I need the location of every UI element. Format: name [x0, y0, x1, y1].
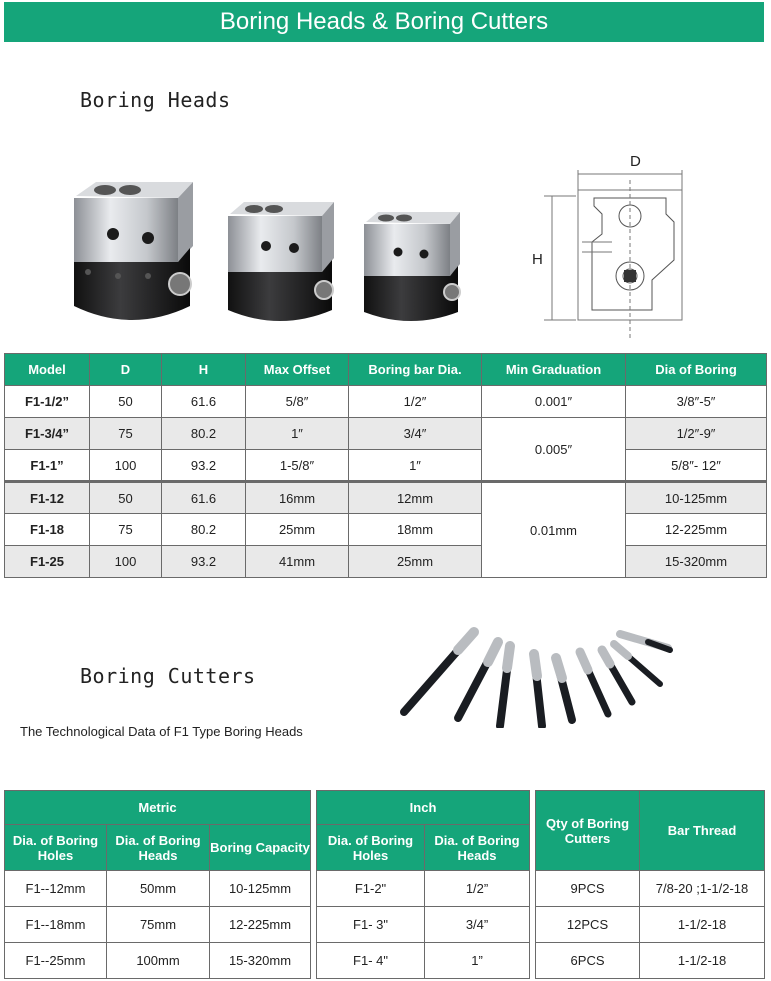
cell-bar: 25mm — [349, 546, 482, 578]
cell-metric-heads: 50mm — [107, 871, 210, 907]
table-row — [5, 482, 767, 514]
page-banner — [4, 2, 764, 42]
cell-capacity: 10-125mm — [210, 871, 311, 907]
table-row — [5, 418, 767, 450]
cell-model: F1-1/2” — [5, 386, 90, 418]
cell-qty: 12PCS — [536, 907, 640, 943]
cell-qty: 6PCS — [536, 943, 640, 979]
cell-dia: 1/2″-9″ — [626, 418, 767, 450]
cell-model: F1-25 — [5, 546, 90, 578]
header-metric-dia-heads: Dia. of Boring Heads — [107, 825, 210, 871]
cell-thread: 7/8-20 ;1-1/2-18 — [640, 871, 765, 907]
header-bar-thread: Bar Thread — [640, 791, 765, 871]
cell-d: 75 — [90, 514, 162, 546]
cell-model: F1-12 — [5, 482, 90, 514]
banner-title: Boring Heads & Boring Cutters — [219, 8, 549, 35]
cutters-subtitle: The Technological Data of F1 Type Boring Heads — [20, 724, 303, 739]
header-d: D — [90, 354, 162, 386]
cell-model: F1-3/4” — [5, 418, 90, 450]
header-inch-dia-heads: Dia. of Boring Heads — [425, 825, 530, 871]
cell-h: 61.6 — [162, 482, 246, 514]
table-row — [5, 943, 765, 979]
cell-offset: 1-5/8″ — [246, 450, 349, 482]
cell-h: 61.6 — [162, 386, 246, 418]
header-min-graduation: Min Graduation — [482, 354, 626, 386]
cell-bar: 18mm — [349, 514, 482, 546]
header-inch: Inch — [317, 791, 530, 825]
cell-h: 93.2 — [162, 546, 246, 578]
cell-capacity: 12-225mm — [210, 907, 311, 943]
cell-bar: 1/2″ — [349, 386, 482, 418]
boring-cutters-photo — [396, 624, 686, 728]
cell-d: 100 — [90, 450, 162, 482]
cell-offset: 1″ — [246, 418, 349, 450]
cell-dia: 10-125mm — [626, 482, 767, 514]
header-dia-of-boring: Dia of Boring — [626, 354, 767, 386]
cell-capacity: 15-320mm — [210, 943, 311, 979]
header-qty-of-boring-cutters: Qty of Boring Cutters — [536, 791, 640, 871]
cell-metric-heads: 100mm — [107, 943, 210, 979]
cell-offset: 5/8″ — [246, 386, 349, 418]
table-row — [5, 450, 767, 482]
cell-dia: 12-225mm — [626, 514, 767, 546]
cell-d: 75 — [90, 418, 162, 450]
boring-head-small — [364, 212, 460, 321]
cell-graduation: 0.001″ — [482, 386, 626, 418]
boring-head-medium — [228, 202, 334, 321]
cell-offset: 25mm — [246, 514, 349, 546]
boring-heads-table — [4, 353, 767, 578]
table-row — [5, 907, 765, 943]
boring-heads-title: Boring Heads — [80, 88, 231, 112]
cell-inch-heads: 1/2” — [425, 871, 530, 907]
header-boring-capacity: Boring Capacity — [210, 825, 311, 871]
cell-graduation: 0.01mm — [482, 482, 626, 578]
diagram-label-d: D — [630, 153, 641, 170]
cell-inch-heads: 3/4” — [425, 907, 530, 943]
cell-dia: 5/8″- 12″ — [626, 450, 767, 482]
cell-metric-holes: F1--25mm — [5, 943, 107, 979]
cell-metric-holes: F1--12mm — [5, 871, 107, 907]
cell-inch-holes: F1- 3" — [317, 907, 425, 943]
cell-h: 80.2 — [162, 418, 246, 450]
cell-bar: 12mm — [349, 482, 482, 514]
header-metric: Metric — [5, 791, 311, 825]
cell-model: F1-1” — [5, 450, 90, 482]
table-row — [5, 386, 767, 418]
cell-inch-heads: 1” — [425, 943, 530, 979]
header-inch-dia-holes: Dia. of Boring Holes — [317, 825, 425, 871]
cell-d: 100 — [90, 546, 162, 578]
boring-heads-photo — [68, 176, 468, 328]
cell-bar: 3/4″ — [349, 418, 482, 450]
header-model: Model — [5, 354, 90, 386]
boring-head-diagram — [526, 150, 686, 340]
cell-dia: 3/8″-5″ — [626, 386, 767, 418]
cell-model: F1-18 — [5, 514, 90, 546]
cell-d: 50 — [90, 482, 162, 514]
cell-metric-heads: 75mm — [107, 907, 210, 943]
cell-qty: 9PCS — [536, 871, 640, 907]
cell-graduation: 0.005″ — [482, 418, 626, 482]
table-row — [5, 514, 767, 546]
cell-h: 80.2 — [162, 514, 246, 546]
boring-cutters-table — [4, 790, 765, 979]
header-metric-dia-holes: Dia. of Boring Holes — [5, 825, 107, 871]
diagram-label-h: H — [532, 251, 543, 268]
cell-offset: 16mm — [246, 482, 349, 514]
boring-head-large — [74, 182, 193, 320]
boring-cutters-title: Boring Cutters — [80, 664, 256, 688]
cell-inch-holes: F1- 4" — [317, 943, 425, 979]
cell-thread: 1-1/2-18 — [640, 943, 765, 979]
cell-metric-holes: F1--18mm — [5, 907, 107, 943]
header-max-offset: Max Offset — [246, 354, 349, 386]
table-row — [5, 546, 767, 578]
cell-dia: 15-320mm — [626, 546, 767, 578]
header-h: H — [162, 354, 246, 386]
cell-offset: 41mm — [246, 546, 349, 578]
cell-bar: 1″ — [349, 450, 482, 482]
cell-d: 50 — [90, 386, 162, 418]
table-row — [5, 871, 765, 907]
cell-thread: 1-1/2-18 — [640, 907, 765, 943]
header-boring-bar-dia: Boring bar Dia. — [349, 354, 482, 386]
cell-inch-holes: F1-2" — [317, 871, 425, 907]
cell-h: 93.2 — [162, 450, 246, 482]
